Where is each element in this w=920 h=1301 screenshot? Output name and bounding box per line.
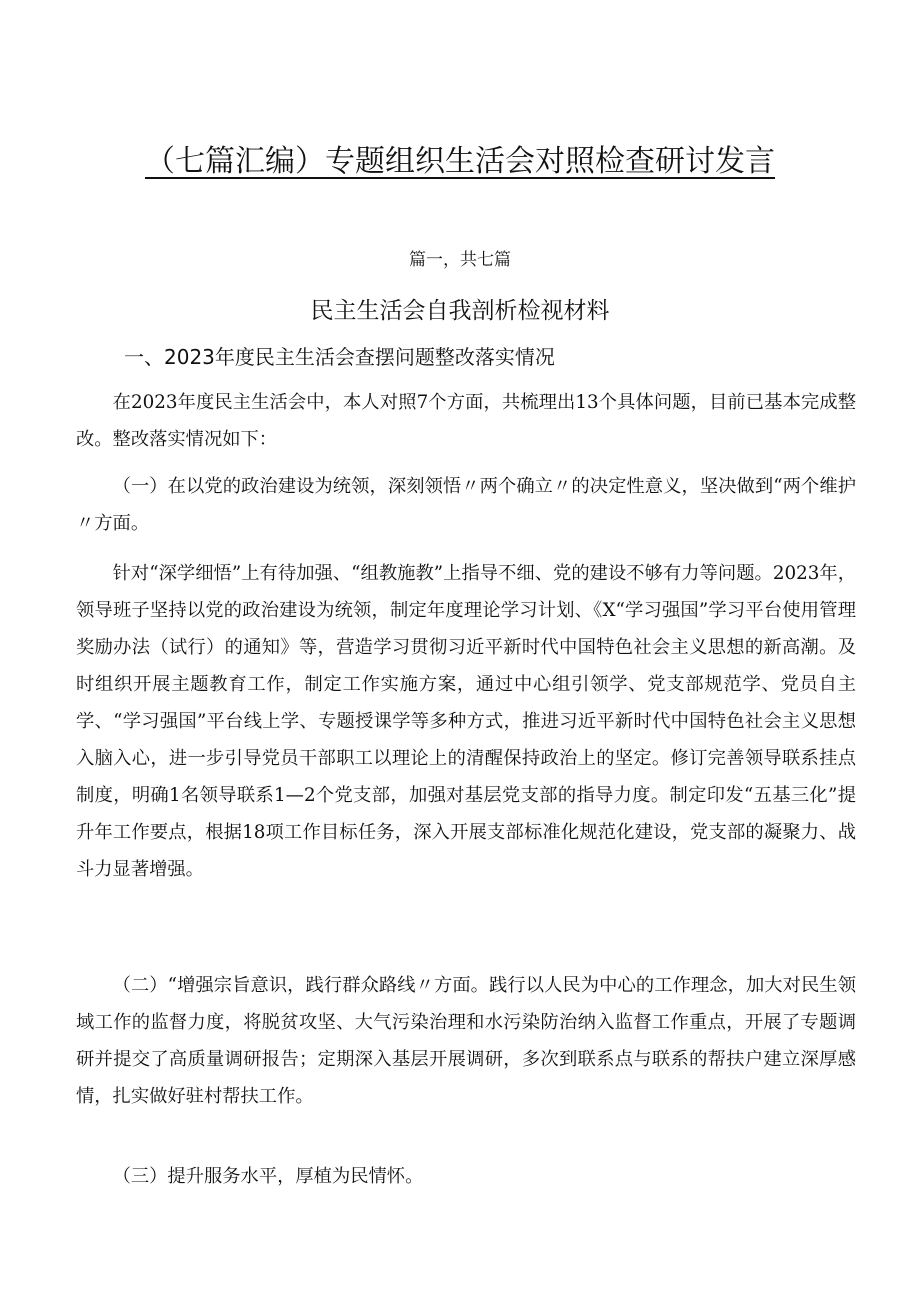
body-paragraph: 在2023年度民主生活会中，本人对照7个方面，共梳理出13个具体问题，目前已基本完成整改。整改落实情况如下： xyxy=(76,392,856,450)
body-paragraph: （三）提升服务水平，厚植为民情怀。 xyxy=(112,1166,424,1187)
body-paragraph: （二）“增强宗旨意识，践行群众路线〃方面。践行以人民为中心的工作理念，加大对民生领域工作的监督力度，将脱贫攻坚、大气污染治理和水污染防治纳入监督工作重点，开展了专题调研并提交了高质量调研报告；定期深入基层开展调研，多次到联系点与联系的帮扶户建立深厚感情，扎实做好驻村帮扶工作。 xyxy=(76,975,856,1107)
material-subtitle: 民主生活会自我剖析检视材料 xyxy=(310,298,610,324)
section-heading: 一、2023年度民主生活会查摆问题整改落实情况 xyxy=(124,345,555,369)
part-label: 篇一，共七篇 xyxy=(409,250,511,270)
body-paragraph: （一）在以党的政治建设为统领，深刻领悟〃两个确立〃的决定性意义，坚决做到“两个维护〃方面。 xyxy=(76,476,856,534)
document-title: （七篇汇编）专题组织生活会对照检查研讨发言 xyxy=(145,144,775,179)
body-paragraph: 针对“深学细悟”上有待加强、“组教施教”上指导不细、党的建设不够有力等问题。2023年，领导班子坚持以党的政治建设为统领，制定年度理论学习计划、《X“学习强国”学习平台使用管理奖励办法（试行）的通知》等，营造学习贯彻习近平新时代中国特色社会主义思想的新高潮。及时组织开展主题教育工作，制定工作实施方案，通过中心组引领学、党支部规范学、党员自主学、“学习强国”平台线上学、专题授课学等多种方式，推进习近平新时代中国特色社会主义思想入脑入心，进一步引导党员干部职工以理论上的清醒保持政治上的坚定。修订完善领导联系挂点制度，明确1名领导联系1—2个党支部，加强对基层党支部的指导力度。制定印发“五基三化”提升年工作要点，根据18项工作目标任务，深入开展支部标准化规范化建设，党支部的凝聚力、战斗力显著增强。 xyxy=(76,563,856,880)
